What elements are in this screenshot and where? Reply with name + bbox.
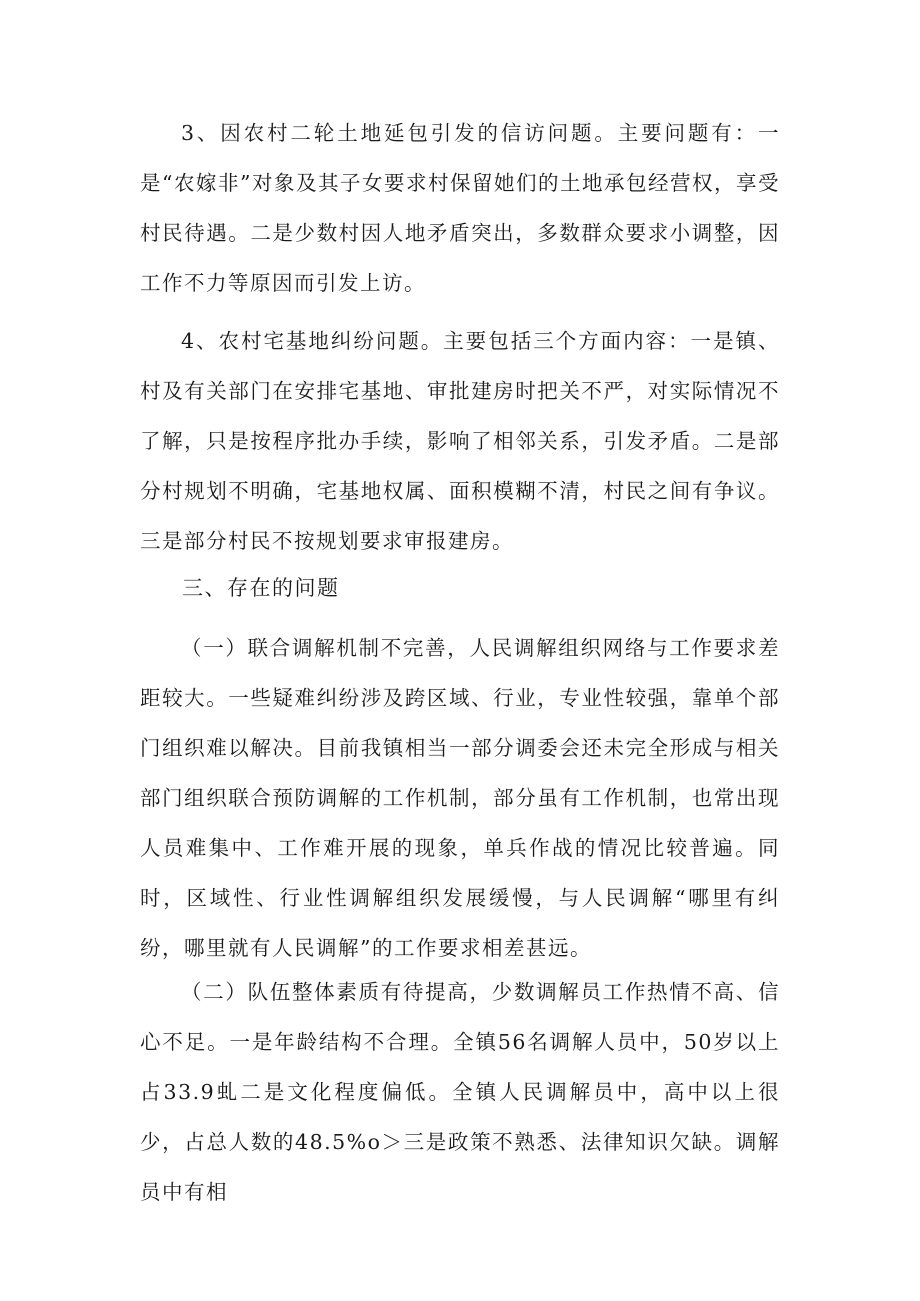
paragraph-joint-mediation-mechanism: （一）联合调解机制不完善，人民调解组织网络与工作要求差距较大。一些疑难纠纷涉及跨区域、行业，专业性较强，靠单个部门组织难以解决。目前我镇相当一部分调委会还未完全形成与相关部门组织联合预防调解的工作机制，部分虽有工作机制，也常出现人员难集中、工作难开展的现象，单兵作战的情况比较普遍。同时，区域性、行业性调解组织发展缓慢，与人民调解“哪里有纠纷，哪里就有人民调解”的工作要求相差甚远。 bbox=[140, 636, 780, 960]
paragraph-homestead-disputes: 4、农村宅基地纠纷问题。主要包括三个方面内容：一是镇、村及有关部门在安排宅基地、审批建房时把关不严，对实际情况不了解，只是按程序批办手续，影响了相邻关系，引发矛盾。二是部分村规划不明确，宅基地权属、面积模糊不清，村民之间有争议。三是部分村民不按规划要求审报建房。 bbox=[140, 329, 780, 553]
section-heading-existing-problems: 三、存在的问题 bbox=[182, 576, 340, 600]
paragraph-rural-land-petitions: 3、因农村二轮土地延包引发的信访问题。主要问题有：一是“农嫁非”对象及其子女要求村保留她们的土地承包经营权，享受村民待遇。二是少数村因人地矛盾突出，多数群众要求小调整，因工作不力等原因而引发上访。 bbox=[140, 121, 780, 295]
paragraph-team-quality: （二）队伍整体素质有待提高，少数调解员工作热情不高、信心不足。一是年龄结构不合理。全镇56名调解人员中，50岁以上占33.9虬二是文化程度偏低。全镇人民调解员中，高中以上很少，占总人数的48.5%o＞三是政策不熟悉、法律知识欠缺。调解员中有相 bbox=[140, 980, 780, 1204]
